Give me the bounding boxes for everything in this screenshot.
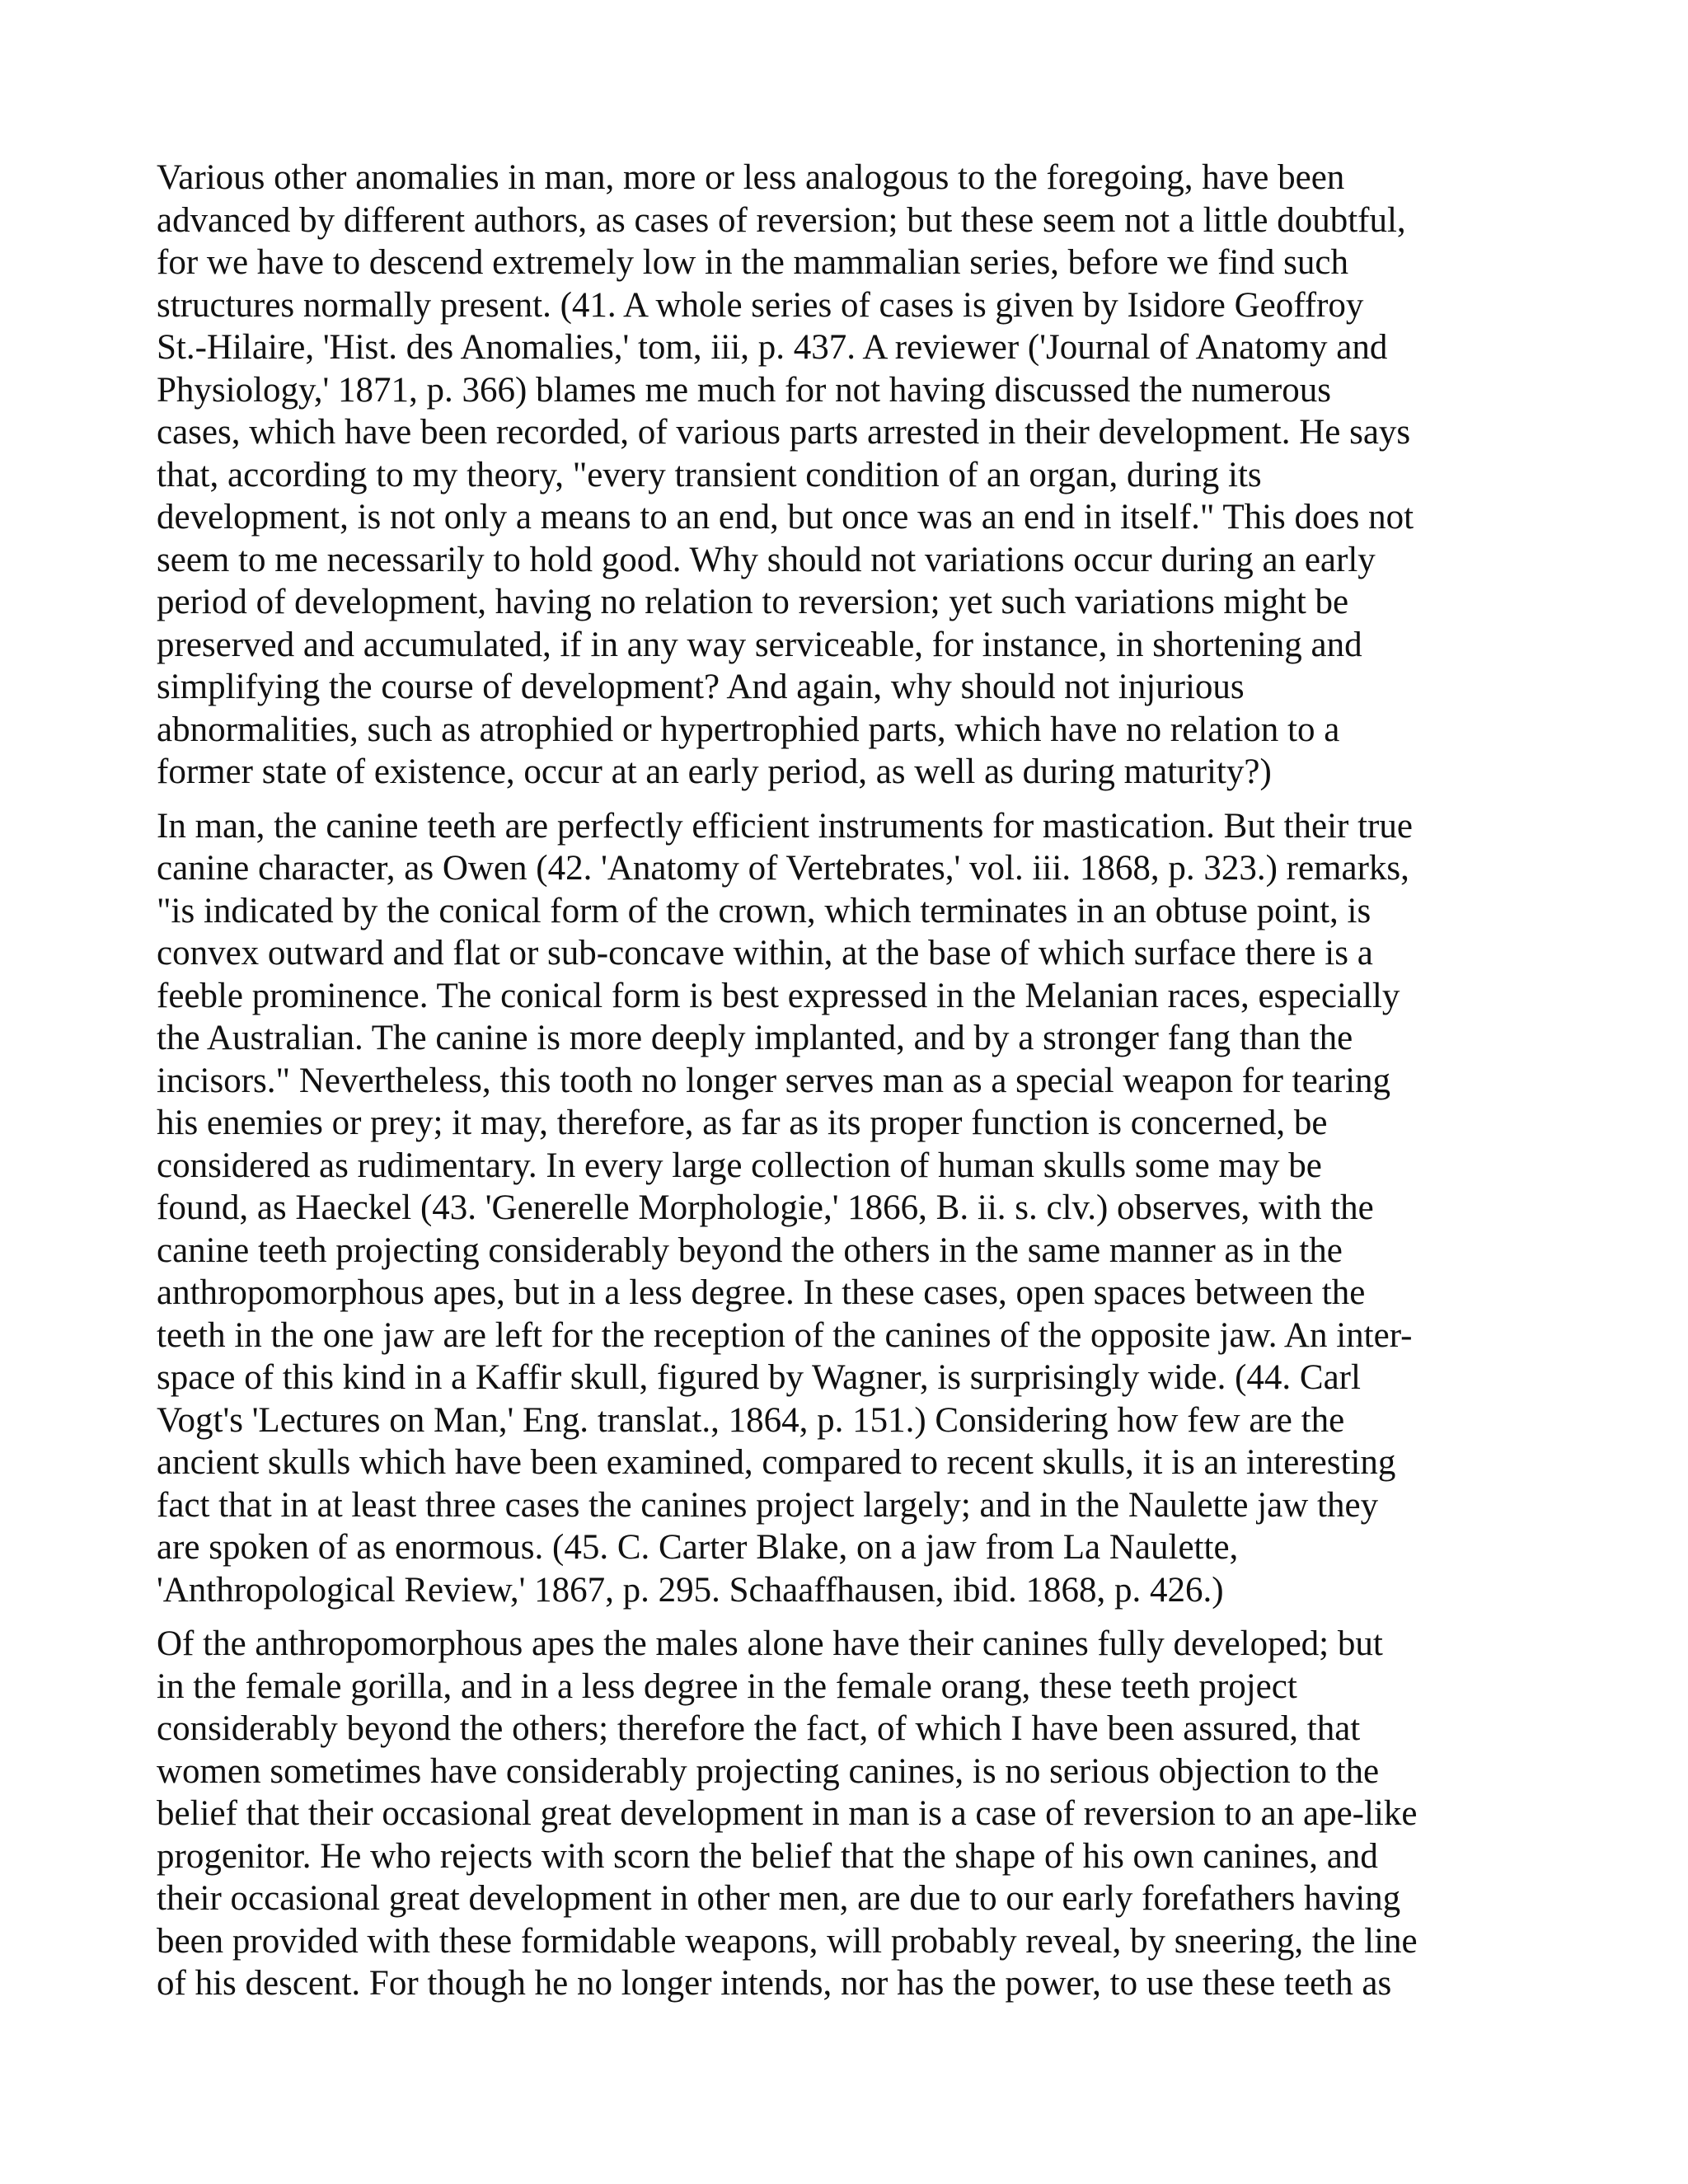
paragraph-reversion-anomalies xyxy=(157,157,1550,794)
text-line: development, is not only a means to an end, but once was an end in itself." This does not xyxy=(157,498,1414,537)
text-line: women sometimes have considerably projecting canines, is no serious objection to the xyxy=(157,1751,1380,1791)
text-line: convex outward and flat or sub-concave within, at the base of which surface there is a xyxy=(157,934,1373,972)
text-line: seem to me necessarily to hold good. Why should not variations occur during an early xyxy=(157,540,1376,579)
text-line: in the female gorilla, and in a less degree in the female orang, these teeth project xyxy=(157,1666,1297,1706)
text-line: their occasional great development in other men, are due to our early forefathers having xyxy=(157,1879,1401,1918)
text-line: progenitor. He who rejects with scorn the belief that the shape of his own canines, and xyxy=(157,1836,1378,1876)
text-line: Of the anthropomorphous apes the males alone have their canines fully developed; but xyxy=(157,1624,1383,1663)
text-line: structures normally present. (41. A whole series of cases is given by Isidore Geoffroy xyxy=(157,285,1364,325)
text-line: belief that their occasional great development in man is a case of reversion to an ape-like xyxy=(157,1794,1418,1833)
text-line: the Australian. The canine is more deeply implanted, and by a stronger fang than the xyxy=(157,1019,1353,1057)
text-line: been provided with these formidable weapons, will probably reveal, by sneering, the line xyxy=(157,1921,1418,1961)
text-line: St.-Hilaire, 'Hist. des Anomalies,' tom, iii, p. 437. A reviewer ('Journal of Anatomy and xyxy=(157,328,1388,367)
text-line: considered as rudimentary. In every large collection of human skulls some may be xyxy=(157,1146,1322,1185)
text-line: his enemies or prey; it may, therefore, as far as its proper function is concerned, be xyxy=(157,1104,1328,1142)
text-line: abnormalities, such as atrophied or hypertrophied parts, which have no relation to a xyxy=(157,710,1340,749)
text-line: 'Anthropological Review,' 1867, p. 295. Schaaffhausen, ibid. 1868, p. 426.) xyxy=(157,1570,1224,1610)
text-line: of his descent. For though he no longer intends, nor has the power, to use these teeth as xyxy=(157,1964,1392,2003)
text-line: incisors." Nevertheless, this tooth no longer serves man as a special weapon for tearing xyxy=(157,1061,1391,1100)
text-line: Various other anomalies in man, more or less analogous to the foregoing, have been xyxy=(157,158,1345,197)
text-line: teeth in the one jaw are left for the reception of the canines of the opposite jaw. An inter- xyxy=(157,1315,1413,1355)
text-line: are spoken of as enormous. (45. C. Carter Blake, on a jaw from La Naulette, xyxy=(157,1528,1239,1567)
text-line: canine teeth projecting considerably beyond the others in the same manner as in the xyxy=(157,1230,1343,1270)
text-line: found, as Haeckel (43. 'Generelle Morphologie,' 1866, B. ii. s. clv.) observes, with the xyxy=(157,1188,1374,1227)
text-line: In man, the canine teeth are perfectly efficient instruments for mastication. But their true xyxy=(157,806,1413,846)
text-line: feeble prominence. The conical form is best expressed in the Melanian races, especially xyxy=(157,976,1400,1015)
text-line: for we have to descend extremely low in the mammalian series, before we find such xyxy=(157,243,1348,282)
text-line: "is indicated by the conical form of the crown, which terminates in an obtuse point, is xyxy=(157,891,1372,930)
text-line: preserved and accumulated, if in any way serviceable, for instance, in shortening and xyxy=(157,625,1362,664)
text-line: anthropomorphous apes, but in a less degree. In these cases, open spaces between the xyxy=(157,1273,1366,1312)
text-line: simplifying the course of development? And again, why should not injurious xyxy=(157,668,1245,706)
text-line: fact that in at least three cases the canines project largely; and in the Naulette jaw they xyxy=(157,1485,1379,1525)
paragraph-canine-teeth xyxy=(157,805,1550,1612)
text-line: Physiology,' 1871, p. 366) blames me much for not having discussed the numerous xyxy=(157,370,1331,410)
text-line: Vogt's 'Lectures on Man,' Eng. translat., 1864, p. 151.) Considering how few are the xyxy=(157,1400,1345,1440)
text-line: cases, which have been recorded, of various parts arrested in their development. He says xyxy=(157,413,1411,452)
text-line: that, according to my theory, "every transient condition of an organ, during its xyxy=(157,455,1262,494)
text-line: canine character, as Owen (42. 'Anatomy of Vertebrates,' vol. iii. 1868, p. 323.) remarks, xyxy=(157,849,1409,888)
text-line: considerably beyond the others; therefore the fact, of which I have been assured, that xyxy=(157,1709,1361,1748)
text-line: former state of existence, occur at an early period, as well as during maturity?) xyxy=(157,752,1272,791)
text-line: ancient skulls which have been examined, compared to recent skulls, it is an interesting xyxy=(157,1443,1396,1482)
text-line: space of this kind in a Kaffir skull, figured by Wagner, is surprisingly wide. (44. Carl xyxy=(157,1358,1361,1397)
document-page xyxy=(157,157,1550,2017)
text-line: advanced by different authors, as cases of reversion; but these seem not a little doubtful, xyxy=(157,200,1406,240)
text-line: period of development, having no relation to reversion; yet such variations might be xyxy=(157,583,1349,621)
paragraph-anthropomorphous-apes xyxy=(157,1623,1550,2005)
